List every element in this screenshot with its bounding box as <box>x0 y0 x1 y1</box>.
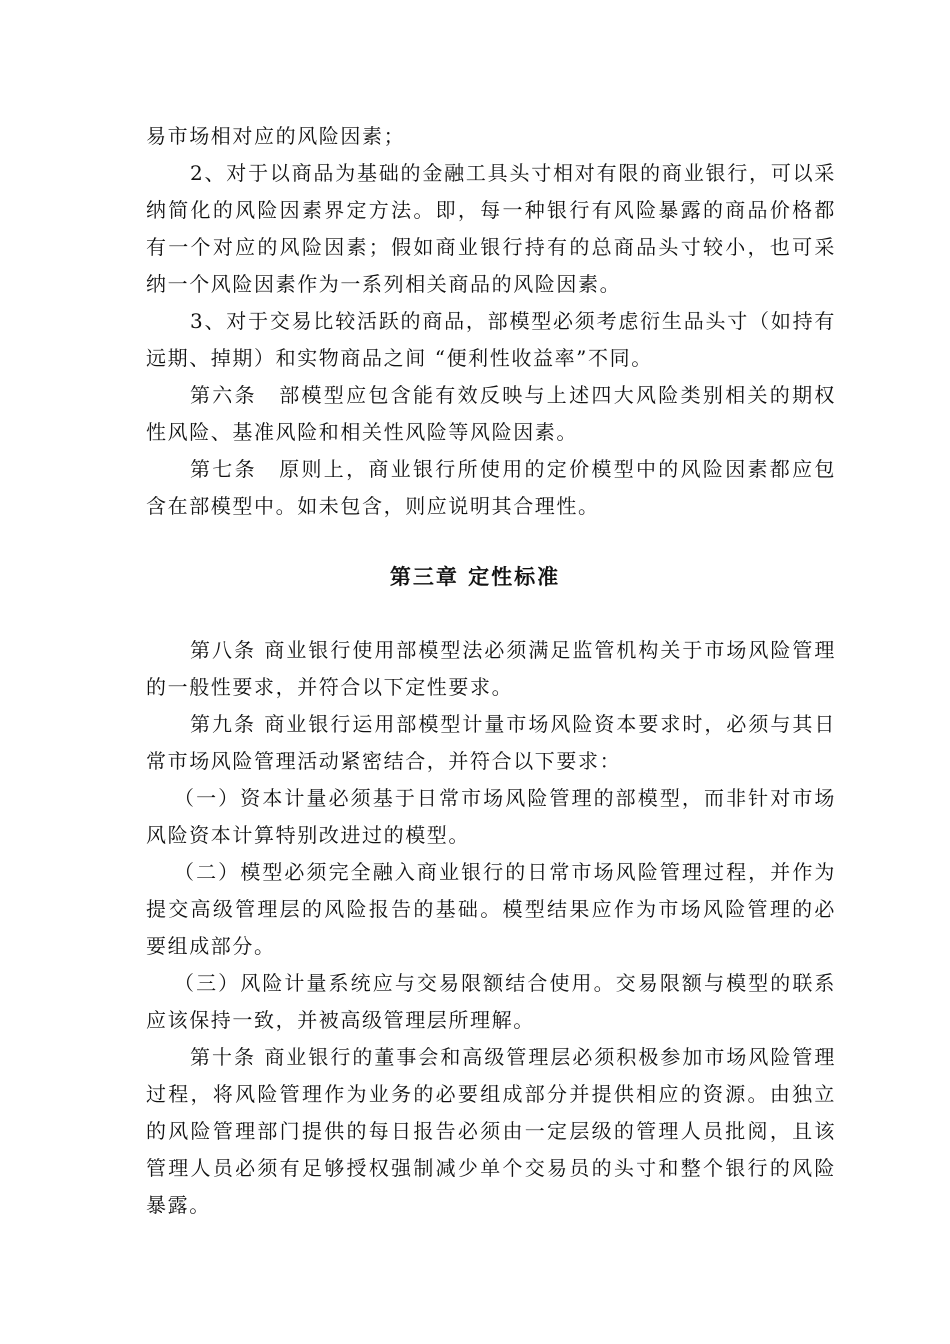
text-section-bottom <box>146 632 836 1224</box>
paragraph-item-3: 3、对于交易比较活跃的商品，部模型必须考虑衍生品头寸（如持有远期、掉期）和实物商品之间 “便利性收益率”不同。 <box>146 309 836 370</box>
text-section-top <box>146 118 836 525</box>
paragraph-article-8: 第八条 商业银行使用部模型法必须满足监管机构关于市场风险管理的一般性要求，并符合以下定性要求。 <box>146 638 836 699</box>
paragraph-article-9: 第九条 商业银行运用部模型计量市场风险资本要求时，必须与其日常市场风险管理活动紧密结合，并符合以下要求： <box>146 712 836 773</box>
paragraph-sub-item-3: （三）风险计量系统应与交易限额结合使用。交易限额与模型的联系应该保持一致，并被高级管理层所理解。 <box>146 971 836 1032</box>
chapter-heading: 第三章 定性标准 <box>389 565 561 589</box>
paragraph-article-6: 第六条 部模型应包含能有效反映与上述四大风险类别相关的期权性风险、基准风险和相关性风险等风险因素。 <box>146 383 836 444</box>
paragraph-sub-item-1: （一）资本计量必须基于日常市场风险管理的部模型，而非针对市场风险资本计算特别改进过的模型。 <box>146 786 836 847</box>
paragraph-sub-item-2: （二）模型必须完全融入商业银行的日常市场风险管理过程，并作为提交高级管理层的风险报告的基础。模型结果应作为市场风险管理的必要组成部分。 <box>146 860 836 958</box>
paragraph-item-2: 2、对于以商品为基础的金融工具头寸相对有限的商业银行，可以采纳简化的风险因素界定方法。即，每一种银行有风险暴露的商品价格都有一个对应的风险因素；假如商业银行持有的总商品头寸较小，也可采纳一个风险因素作为一系列相关商品的风险因素。 <box>146 161 836 296</box>
paragraph-article-7: 第七条 原则上，商业银行所使用的定价模型中的风险因素都应包含在部模型中。如未包含，则应说明其合理性。 <box>146 457 836 518</box>
paragraph-continuation: 易市场相对应的风险因素； <box>146 124 406 148</box>
paragraph-article-10: 第十条 商业银行的董事会和高级管理层必须积极参加市场风险管理过程，将风险管理作为业务的必要组成部分并提供相应的资源。由独立的风险管理部门提供的每日报告必须由一定层级的管理人员批阅，且该管理人员必须有足够授权强制减少单个交易员的头寸和整个银行的风险暴露。 <box>146 1045 836 1217</box>
